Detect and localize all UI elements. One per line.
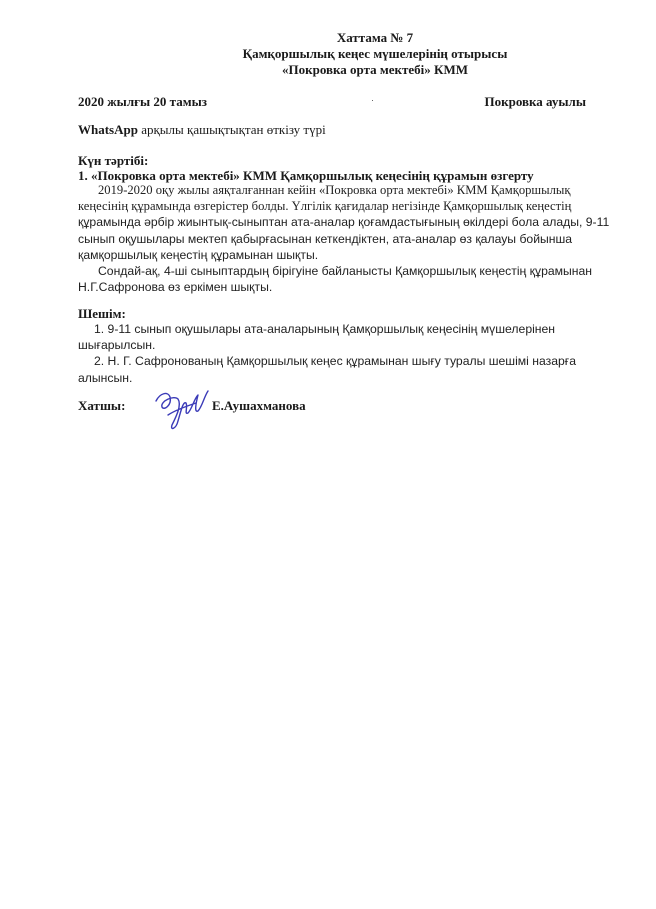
decision-item-2-line: алынсын. bbox=[78, 370, 133, 385]
paragraph-line: қамқоршылық кеңестің құрамынан шықты. bbox=[78, 247, 319, 262]
paragraph-line: Н.Г.Сафронова өз еркімен шықты. bbox=[78, 280, 273, 295]
meeting-mode bbox=[78, 122, 326, 138]
meeting-subtitle: Қамқоршылық кеңес мүшелерінің отырысы bbox=[242, 46, 508, 61]
organization-name: «Покровка орта мектебі» КММ bbox=[281, 62, 469, 77]
agenda-body bbox=[78, 182, 610, 295]
meeting-place: Покровка ауылы bbox=[484, 94, 586, 109]
mode-description: арқылы қашықтықтан өткізу түрі bbox=[137, 122, 326, 137]
paragraph-line: құрамында әрбір жиынтық-сыныптан ата-аналар қоғамдастығының өкілдері бола алады, 9-11 bbox=[78, 215, 610, 230]
paragraph-line: сынып оқушылары мектеп қабырғасынан кеткендіктен, ата-аналар өз қалауы бойынша bbox=[78, 231, 573, 246]
secretary-label: Хатшы: bbox=[78, 398, 126, 413]
paragraph-line: Сондай-ақ, 4-ші сыныптардың бірігуіне байланысты Қамқоршылық кеңестің құрамынан bbox=[98, 264, 592, 279]
decision-list bbox=[78, 321, 590, 386]
app-name: WhatsApp bbox=[78, 122, 138, 137]
protocol-title: Хаттама № 7 bbox=[336, 30, 414, 45]
decision-item-1-line: 1. 9-11 сынып оқушылары ата-аналарының Қамқоршылық кеңесінің мүшелерінен bbox=[94, 322, 556, 336]
meeting-date: 2020 жылғы 20 тамыз bbox=[78, 94, 207, 109]
paragraph-line: кеңесінің құрамында өзгерістер болды. Үлгілік қағидалар негізінде Қамқоршылық кеңестің bbox=[78, 199, 572, 214]
secretary-row bbox=[78, 395, 378, 445]
document-header bbox=[175, 30, 575, 78]
decision-item-1-line: шығарылсын. bbox=[78, 338, 156, 353]
handwritten-signature bbox=[150, 381, 212, 435]
agenda-item-1: 1. «Покровка орта мектебі» КММ Қамқоршылық кеңесінің құрамын өзгерту bbox=[78, 168, 534, 183]
agenda-label: Күн тәртібі: bbox=[78, 153, 149, 168]
scan-dot bbox=[372, 100, 373, 101]
secretary-name: Е.Аушахманова bbox=[212, 398, 306, 413]
decision-item-2-line: 2. Н. Г. Сафронованың Қамқоршылық кеңес құрамынан шығу туралы шешімі назарға bbox=[94, 354, 576, 369]
paragraph-line: 2019-2020 оқу жылы аяқталғаннан кейін «Покровка орта мектебі» КММ Қамқоршылық bbox=[98, 183, 571, 197]
decision-label: Шешім: bbox=[78, 306, 126, 321]
